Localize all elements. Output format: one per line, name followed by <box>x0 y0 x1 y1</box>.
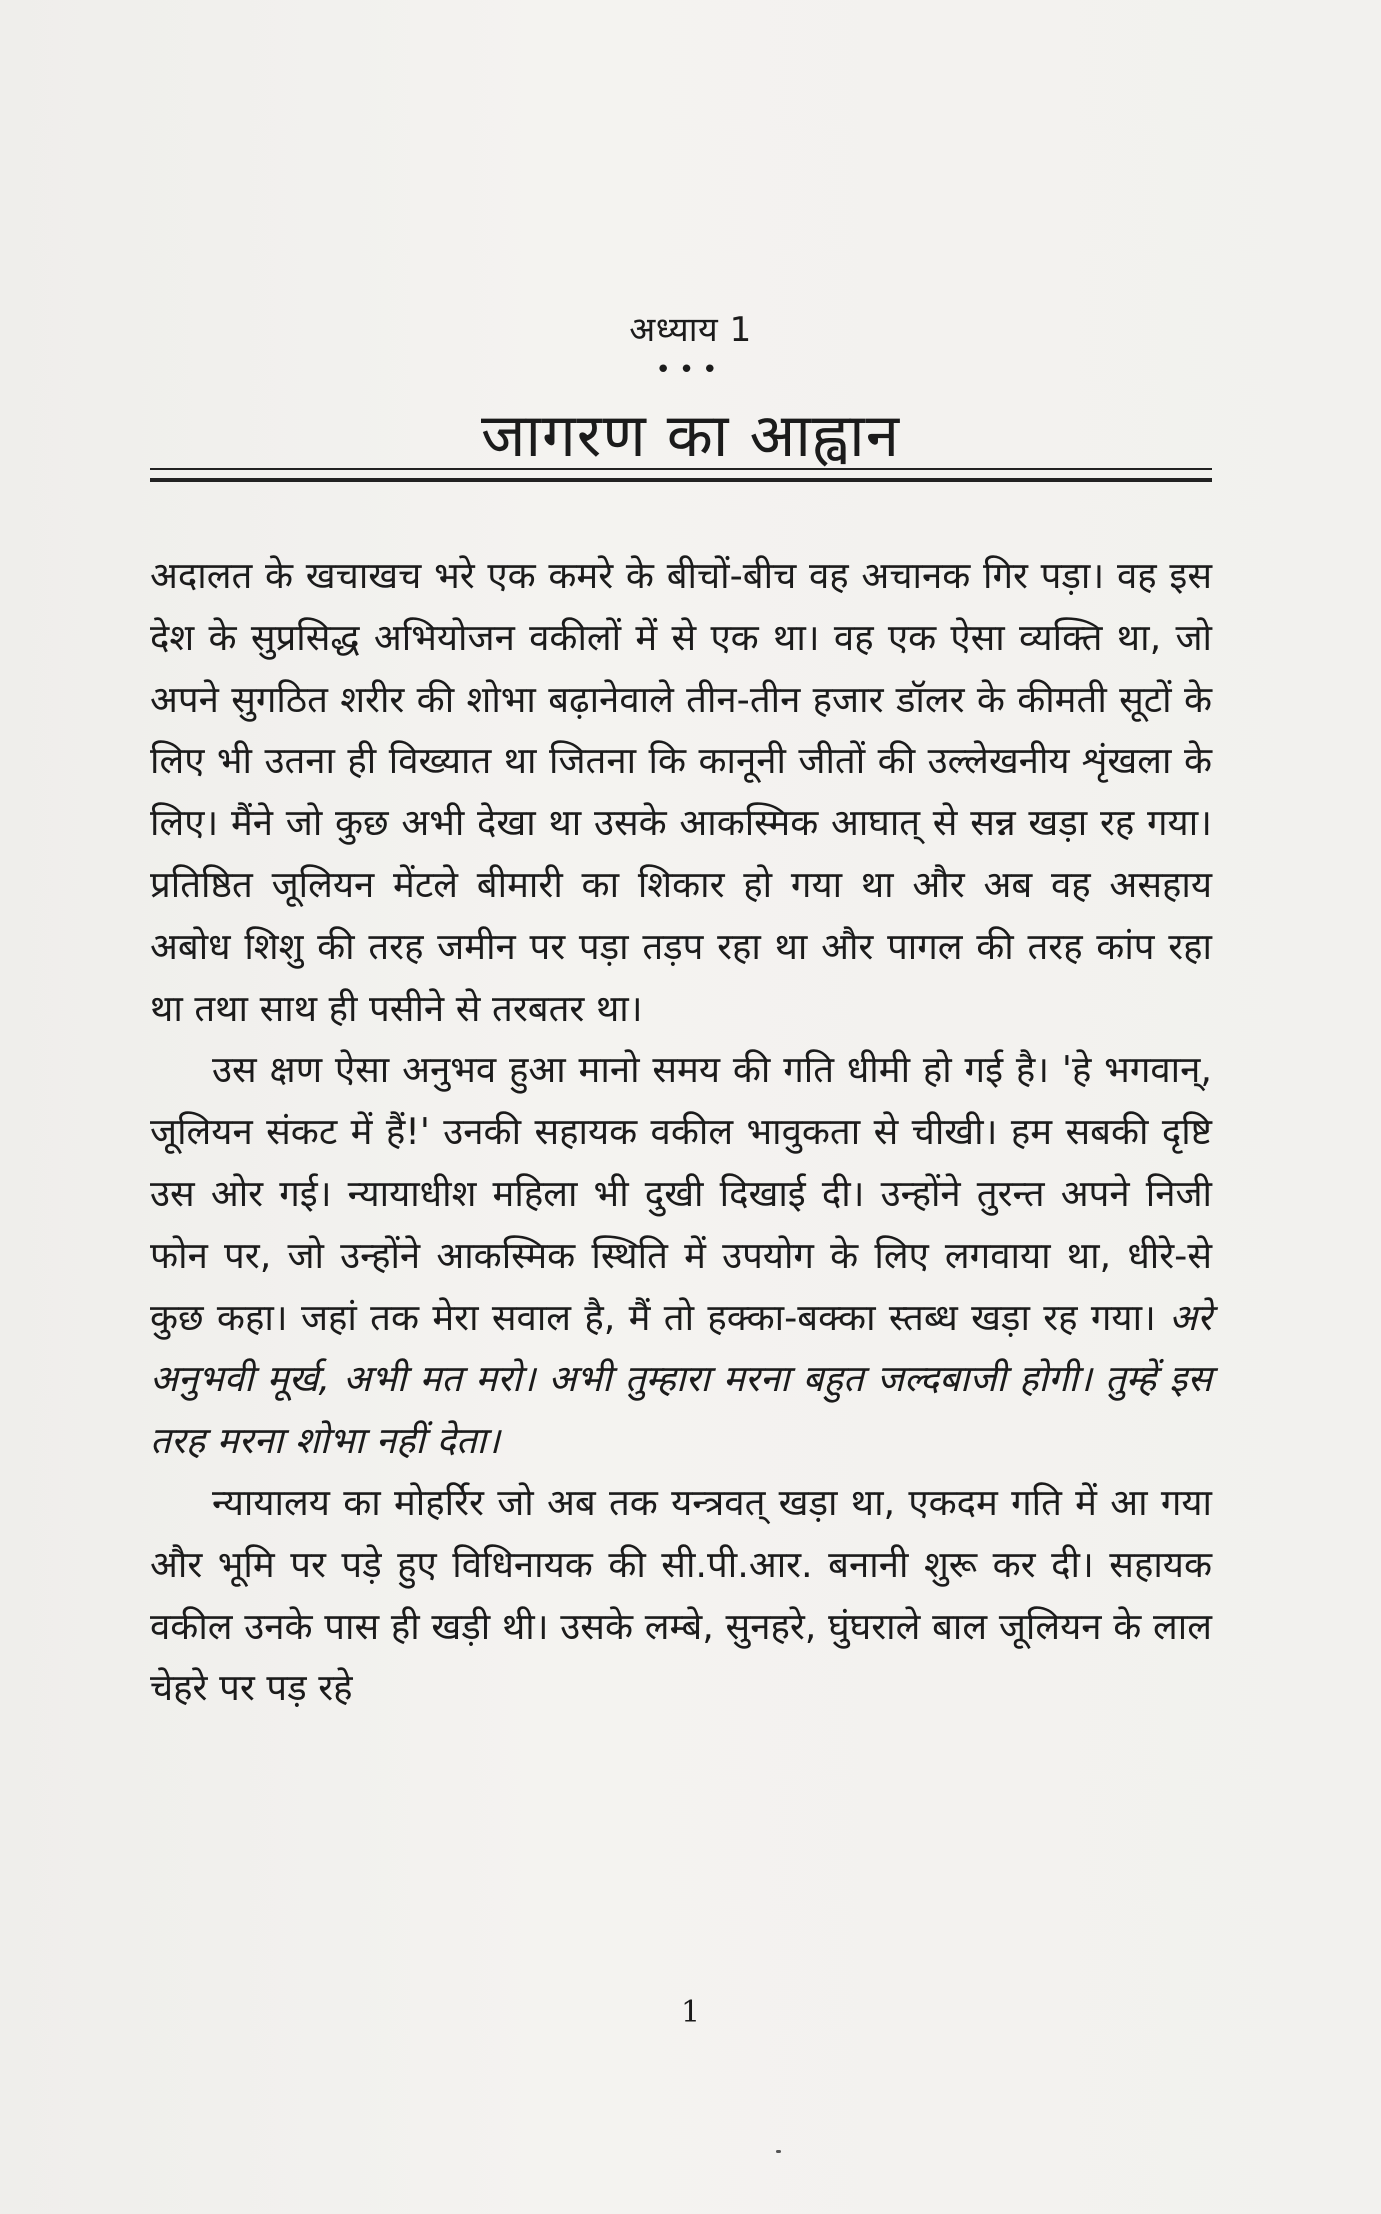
chapter-number: अध्याय 1 <box>629 310 752 350</box>
paragraph-2 <box>150 1039 1212 1472</box>
page-number: 1 <box>680 1995 701 2030</box>
chapter-ornament: ••• <box>655 355 726 385</box>
title-rule-thick <box>150 478 1212 482</box>
chapter-title: जागरण का आह्वान <box>480 401 901 471</box>
paragraph-1 <box>150 545 1212 1039</box>
paragraph-text: न्यायालय का मोहर्रिर जो अब तक यन्त्रवत् खड़ा था, एकदम गति में आ गया और भूमि पर पड़े हुए विधिनायक की सी.पी.आर. बनानी शुरू कर दी। सहायक वकील उनके पास ही खड़ी थी। उसके लम्बे, सुनहरे, घुंघराले बाल जूलियन के लाल चेहरे पर पड़ रहे <box>150 1480 1212 1710</box>
paper-speck <box>776 2150 781 2153</box>
paragraph-text: उस क्षण ऐसा अनुभव हुआ मानो समय की गति धीमी हो गई है। 'हे भगवान्, जूलियन संकट में हैं!' उनकी सहायक वकील भावुकता से चीखी। हम सबकी दृष्टि उस ओर गई। न्यायाधीश महिला भी दुखी दिखाई दी। उन्होंने तुरन्त अपने निजी फोन पर, जो उन्होंने आकस्मिक स्थिति में उपयोग के लिए लगवाया था, धीरे-से कुछ कहा। जहां तक मेरा सवाल है, मैं तो हक्का-बक्का स्तब्ध खड़ा रह गया। <box>150 1048 1212 1339</box>
paragraph-italic-text: अरे अनुभवी मूर्ख, अभी मत मरो। अभी तुम्हारा मरना बहुत जल्दबाजी होगी। तुम्हें इस तरह मरना शोभा नहीं देता। <box>150 1295 1212 1463</box>
paragraph-3 <box>150 1472 1212 1719</box>
paragraph-text: अदालत के खचाखच भरे एक कमरे के बीचों-बीच वह अचानक गिर पड़ा। वह इस देश के सुप्रसिद्ध अभियोजन वकीलों में से एक था। वह एक ऐसा व्यक्ति था, जो अपने सुगठित शरीर की शोभा बढ़ानेवाले तीन-तीन हजार डॉलर के कीमती सूटों के लिए भी उतना ही विख्यात था जितना कि कानूनी जीतों की उल्लेखनीय शृंखला के लिए। मैंने जो कुछ अभी देखा था उसके आकस्मिक आघात् से सन्न खड़ा रह गया। प्रतिष्ठित जूलियन मेंटले बीमारी का शिकार हो गया था और अब वह असहाय अबोध शिशु की तरह जमीन पर पड़ा तड़प रहा था और पागल की तरह कांप रहा था तथा साथ ही पसीने से तरबतर था। <box>150 554 1212 1030</box>
chapter-body <box>150 545 1212 1719</box>
title-rule-thin <box>150 468 1212 470</box>
